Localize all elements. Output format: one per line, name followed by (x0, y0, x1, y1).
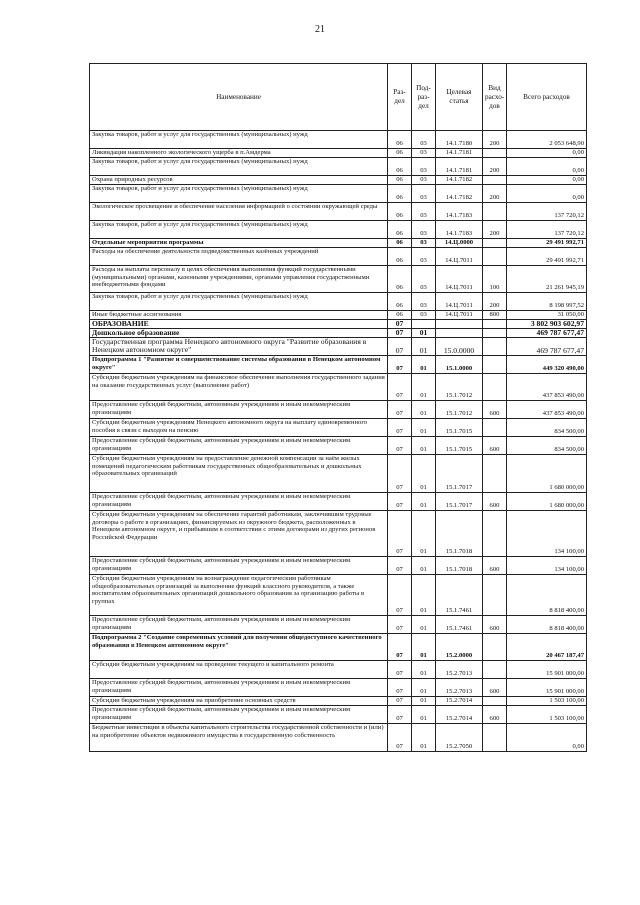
row-subsection: 01 (412, 419, 436, 437)
row-name: Дошкольное образование (90, 329, 388, 338)
row-target-article: 14.Ц.7011 (436, 293, 483, 311)
row-expense-type: 200 (483, 221, 507, 239)
row-target-article: 14.Ц.7011 (436, 248, 483, 266)
row-section: 06 (388, 185, 412, 203)
row-subsection: 03 (412, 185, 436, 203)
row-expense-type (483, 239, 507, 248)
row-subsection: 03 (412, 266, 436, 293)
row-amount: 1 680 000,00 (507, 455, 587, 493)
row-name: Расходы на выплаты персоналу в целях обеспечения выполнения функций государственными (муниципальными) органами, казенными учреждениями, органами управления государственными внебюджетными фондами (90, 266, 388, 293)
row-amount: 137 720,12 (507, 221, 587, 239)
row-section: 06 (388, 176, 412, 185)
row-expense-type (483, 661, 507, 679)
row-target-article: 15.1.7018 (436, 511, 483, 557)
row-section: 07 (388, 374, 412, 401)
row-amount: 469 787 677,47 (507, 338, 587, 356)
row-target-article: 14.1.7182 (436, 176, 483, 185)
row-target-article: 15.1.7015 (436, 437, 483, 455)
row-amount: 29 491 992,71 (507, 239, 587, 248)
row-name: Субсидии бюджетным учреждениям Ненецкого автономного округа на выплату единовременного пособия в связи с выходом на пенсию (90, 419, 388, 437)
row-name: Подпрограмма 2 "Создание современных условий для получения общедоступного качественного образования в Ненецком автономном округе" (90, 634, 388, 661)
row-expense-type: 200 (483, 185, 507, 203)
row-target-article: 14.Ц.7011 (436, 311, 483, 320)
row-target-article: 14.1.7181 (436, 158, 483, 176)
row-subsection: 01 (412, 493, 436, 511)
row-amount: 20 467 187,47 (507, 634, 587, 661)
row-target-article: 15.1.7461 (436, 575, 483, 616)
row-subsection: 01 (412, 374, 436, 401)
table-row (90, 724, 587, 752)
row-name: Расходы на обеспечение деятельности подведомственных казённых учреждений (90, 248, 388, 266)
row-subsection: 03 (412, 131, 436, 149)
row-amount: 0,00 (507, 158, 587, 176)
row-name: Субсидии бюджетным учреждениям на вознаграждение педагогическим работникам общеобразовательных организаций за выполнение функций классного руководителя, а также воспитателям образовательных организаций дошкольного образования за организацию работы в группах (90, 575, 388, 616)
row-expense-type: 600 (483, 616, 507, 634)
page-number: 21 (315, 24, 325, 35)
row-section: 06 (388, 311, 412, 320)
row-target-article: 14.1.7182 (436, 185, 483, 203)
row-target-article: 15.1.7017 (436, 493, 483, 511)
row-target-article: 15.2.7014 (436, 706, 483, 724)
row-section: 06 (388, 149, 412, 158)
row-name: Субсидии бюджетным учреждениям на обеспечение гарантий работникам, заключившим трудовые договоры о работе в организациях, финансируемых из окружного бюджета, расположенных в Ненецком автономном округе, и прибывшим в соответствии с этими договорами из других регионов Российской Федерации (90, 511, 388, 557)
row-section: 07 (388, 437, 412, 455)
row-section: 07 (388, 634, 412, 661)
row-amount: 0,00 (507, 724, 587, 752)
row-name: Предоставление субсидий бюджетным, автономным учреждениям и иным некоммерческим организациям (90, 493, 388, 511)
row-expense-type (483, 419, 507, 437)
row-section: 06 (388, 293, 412, 311)
table-row (90, 679, 587, 697)
row-amount: 8 818 400,00 (507, 575, 587, 616)
row-expense-type (483, 149, 507, 158)
row-expense-type: 200 (483, 131, 507, 149)
row-amount: 469 787 677,47 (507, 329, 587, 338)
row-section: 06 (388, 131, 412, 149)
table-row (90, 374, 587, 401)
row-section: 07 (388, 493, 412, 511)
row-expense-type: 200 (483, 158, 507, 176)
table-row (90, 320, 587, 329)
row-target-article: 15.1.7018 (436, 557, 483, 575)
row-section: 07 (388, 575, 412, 616)
row-target-article: 15.2.7013 (436, 679, 483, 697)
row-amount: 449 320 490,00 (507, 356, 587, 374)
row-subsection: 01 (412, 661, 436, 679)
row-amount: 0,00 (507, 176, 587, 185)
row-target-article: 15.2.0000 (436, 634, 483, 661)
header-target-article: Целевая статья (436, 64, 483, 131)
table-row (90, 293, 587, 311)
row-amount: 1 680 000,00 (507, 493, 587, 511)
row-target-article: 15.1.7015 (436, 419, 483, 437)
row-name: Государственная программа Ненецкого автономного округа "Развитие образования в Ненецком автономном округе" (90, 338, 388, 356)
row-section: 07 (388, 679, 412, 697)
table-row (90, 248, 587, 266)
row-amount: 8 818 400,00 (507, 616, 587, 634)
row-subsection: 01 (412, 616, 436, 634)
row-name: Субсидии бюджетным учреждениям на приобретение основных средств (90, 697, 388, 706)
table-row (90, 437, 587, 455)
row-amount: 31 050,00 (507, 311, 587, 320)
row-name: Ликвидация накопленного экологического ущерба в п.Амдерма (90, 149, 388, 158)
row-subsection: 01 (412, 575, 436, 616)
row-expense-type: 600 (483, 706, 507, 724)
table-row (90, 401, 587, 419)
row-expense-type: 200 (483, 293, 507, 311)
table-row (90, 616, 587, 634)
row-section: 07 (388, 320, 412, 329)
row-amount: 137 720,12 (507, 203, 587, 221)
row-target-article: 14.Ц.0000 (436, 239, 483, 248)
row-name: Экологическое просвещение и обеспечение населения информацией о состоянии окружающей среды (90, 203, 388, 221)
header-section: Раз- дел (388, 64, 412, 131)
row-subsection: 01 (412, 634, 436, 661)
row-name: Предоставление субсидий бюджетным, автономным учреждениям и иным некоммерческим организациям (90, 401, 388, 419)
row-subsection: 03 (412, 248, 436, 266)
table-row (90, 419, 587, 437)
row-subsection: 01 (412, 356, 436, 374)
row-name: Субсидии бюджетным учреждениям на предоставление денежной компенсации за наём жилых помещений педагогическим работникам государственных общеобразовательных и дошкольных образовательных организаций (90, 455, 388, 493)
row-expense-type: 100 (483, 266, 507, 293)
table-row (90, 311, 587, 320)
row-expense-type: 800 (483, 311, 507, 320)
row-name: Субсидии бюджетным учреждениям на проведение текущего и капитального ремонта (90, 661, 388, 679)
row-target-article: 15.2.7013 (436, 661, 483, 679)
row-expense-type (483, 724, 507, 752)
row-name: Иные бюджетные ассигнования (90, 311, 388, 320)
table-row (90, 329, 587, 338)
row-subsection: 03 (412, 311, 436, 320)
row-expense-type (483, 374, 507, 401)
row-name: ОБРАЗОВАНИЕ (90, 320, 388, 329)
row-target-article: 14.1.7183 (436, 203, 483, 221)
row-name: Закупка товаров, работ и услуг для государственных (муниципальных) нужд (90, 185, 388, 203)
table-row (90, 338, 587, 356)
row-expense-type: 600 (483, 493, 507, 511)
row-section: 06 (388, 239, 412, 248)
row-subsection: 03 (412, 293, 436, 311)
table-row (90, 661, 587, 679)
row-expense-type (483, 511, 507, 557)
row-name: Подпрограмма 1 "Развитие и совершенствование системы образования в Ненецком автономном округе" (90, 356, 388, 374)
row-expense-type: 600 (483, 557, 507, 575)
budget-table (89, 63, 587, 752)
row-target-article: 14.1.7181 (436, 149, 483, 158)
row-name: Закупка товаров, работ и услуг для государственных (муниципальных) нужд (90, 158, 388, 176)
row-section: 06 (388, 158, 412, 176)
row-subsection: 03 (412, 239, 436, 248)
row-subsection: 03 (412, 203, 436, 221)
table-row (90, 131, 587, 149)
row-amount: 8 198 997,52 (507, 293, 587, 311)
row-amount: 15 901 000,00 (507, 679, 587, 697)
row-section: 07 (388, 706, 412, 724)
row-subsection: 01 (412, 679, 436, 697)
row-amount: 134 100,00 (507, 511, 587, 557)
row-subsection: 01 (412, 401, 436, 419)
row-name: Закупка товаров, работ и услуг для государственных (муниципальных) нужд (90, 131, 388, 149)
row-subsection: 01 (412, 455, 436, 493)
row-name: Предоставление субсидий бюджетным, автономным учреждениям и иным некоммерческим организациям (90, 706, 388, 724)
row-target-article: 15.1.7012 (436, 401, 483, 419)
table-row (90, 221, 587, 239)
row-section: 07 (388, 419, 412, 437)
row-name: Бюджетные инвестиции в объекты капитального строительства государственной собственности и (или) на приобретение объектов недвижимого имущества в государственную собственность (90, 724, 388, 752)
row-subsection: 03 (412, 158, 436, 176)
row-amount: 0,00 (507, 149, 587, 158)
row-amount: 2 053 648,90 (507, 131, 587, 149)
row-target-article: 15.2.7050 (436, 724, 483, 752)
row-expense-type (483, 356, 507, 374)
row-amount: 834 500,00 (507, 437, 587, 455)
row-subsection: 03 (412, 176, 436, 185)
row-section: 07 (388, 616, 412, 634)
row-name: Закупка товаров, работ и услуг для государственных (муниципальных) нужд (90, 221, 388, 239)
row-amount: 1 503 100,00 (507, 706, 587, 724)
row-target-article: 15.0.0000 (436, 338, 483, 356)
row-section: 07 (388, 661, 412, 679)
row-subsection: 01 (412, 338, 436, 356)
row-target-article: 15.1.7017 (436, 455, 483, 493)
row-section: 07 (388, 356, 412, 374)
row-target-article: 15.1.7012 (436, 374, 483, 401)
row-amount: 0,00 (507, 185, 587, 203)
row-name: Предоставление субсидий бюджетным, автономным учреждениям и иным некоммерческим организациям (90, 557, 388, 575)
row-expense-type: 600 (483, 679, 507, 697)
header-total-expenses: Всего расходов (507, 64, 587, 131)
row-target-article: 14.1.7180 (436, 131, 483, 149)
row-section: 07 (388, 724, 412, 752)
row-section: 07 (388, 329, 412, 338)
table-row (90, 634, 587, 661)
row-subsection: 01 (412, 697, 436, 706)
row-expense-type (483, 203, 507, 221)
row-target-article: 14.1.7183 (436, 221, 483, 239)
row-subsection: 01 (412, 724, 436, 752)
row-amount: 134 100,00 (507, 557, 587, 575)
row-name: Отдельные мероприятия программы (90, 239, 388, 248)
row-amount: 834 500,00 (507, 419, 587, 437)
row-subsection: 01 (412, 511, 436, 557)
row-expense-type: 600 (483, 401, 507, 419)
row-target-article: 15.2.7014 (436, 697, 483, 706)
row-target-article (436, 329, 483, 338)
table-row (90, 203, 587, 221)
row-name: Закупка товаров, работ и услуг для государственных (муниципальных) нужд (90, 293, 388, 311)
row-subsection (412, 320, 436, 329)
row-expense-type (483, 575, 507, 616)
row-target-article (436, 320, 483, 329)
table-body (90, 131, 587, 752)
row-expense-type (483, 248, 507, 266)
table-row (90, 176, 587, 185)
row-expense-type (483, 320, 507, 329)
row-amount: 21 261 945,19 (507, 266, 587, 293)
row-expense-type (483, 329, 507, 338)
table-row (90, 239, 587, 248)
header-subsection: Под- раз- дел (412, 64, 436, 131)
table-row (90, 697, 587, 706)
row-expense-type (483, 634, 507, 661)
row-name: Предоставление субсидий бюджетным, автономным учреждениям и иным некоммерческим организациям (90, 679, 388, 697)
table-row (90, 706, 587, 724)
row-expense-type: 600 (483, 437, 507, 455)
row-section: 07 (388, 697, 412, 706)
row-name: Субсидии бюджетным учреждениям на финансовое обеспечение выполнения государственного задания на оказание государственных услуг (выполнение работ) (90, 374, 388, 401)
row-amount: 29 491 992,71 (507, 248, 587, 266)
row-name: Предоставление субсидий бюджетным, автономным учреждениям и иным некоммерческим организациям (90, 437, 388, 455)
row-amount: 437 853 490,00 (507, 401, 587, 419)
table-header-row (90, 64, 587, 131)
row-target-article: 15.1.7461 (436, 616, 483, 634)
row-amount: 3 802 903 602,97 (507, 320, 587, 329)
row-section: 07 (388, 557, 412, 575)
row-target-article: 14.Ц.7011 (436, 266, 483, 293)
row-subsection: 03 (412, 149, 436, 158)
table-row (90, 158, 587, 176)
row-expense-type (483, 338, 507, 356)
row-name: Охрана природных ресурсов (90, 176, 388, 185)
row-subsection: 01 (412, 706, 436, 724)
row-section: 06 (388, 248, 412, 266)
header-name: Наименование (90, 64, 388, 131)
row-name: Предоставление субсидий бюджетным, автономным учреждениям и иным некоммерческим организациям (90, 616, 388, 634)
row-section: 07 (388, 401, 412, 419)
row-subsection: 01 (412, 437, 436, 455)
table-row (90, 455, 587, 493)
row-amount: 1 503 100,00 (507, 697, 587, 706)
table-row (90, 356, 587, 374)
row-section: 07 (388, 338, 412, 356)
row-section: 07 (388, 455, 412, 493)
row-subsection: 03 (412, 221, 436, 239)
row-expense-type (483, 176, 507, 185)
row-subsection: 01 (412, 557, 436, 575)
row-section: 06 (388, 266, 412, 293)
row-expense-type (483, 697, 507, 706)
row-target-article: 15.1.0000 (436, 356, 483, 374)
row-amount: 15 901 000,00 (507, 661, 587, 679)
table-row (90, 149, 587, 158)
table-row (90, 185, 587, 203)
header-expense-type: Вид расхо- дов (483, 64, 507, 131)
row-amount: 437 853 490,00 (507, 374, 587, 401)
row-section: 07 (388, 511, 412, 557)
table-row (90, 266, 587, 293)
row-section: 06 (388, 203, 412, 221)
table-row (90, 493, 587, 511)
table-row (90, 575, 587, 616)
row-section: 06 (388, 221, 412, 239)
table-row (90, 557, 587, 575)
row-subsection: 01 (412, 329, 436, 338)
table-row (90, 511, 587, 557)
row-expense-type (483, 455, 507, 493)
